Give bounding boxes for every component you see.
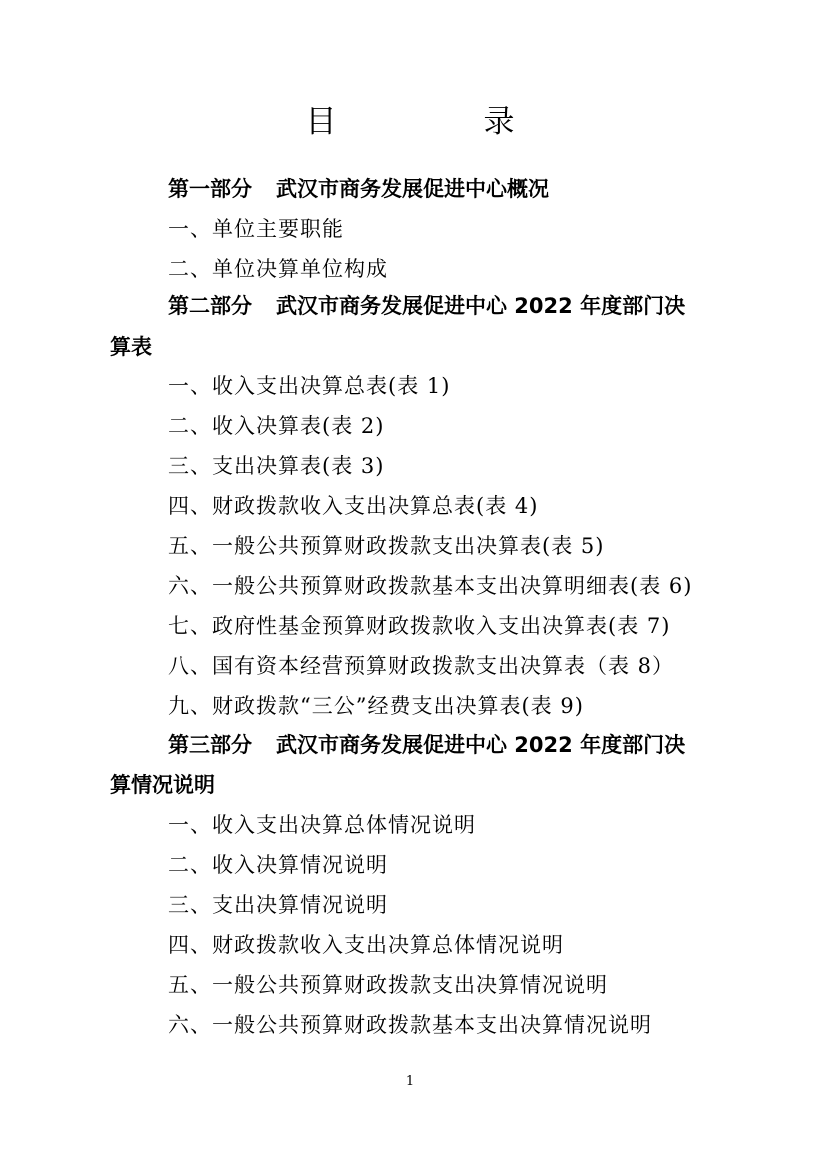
toc-item: 八、国有资本经营预算财政拨款支出决算表（表 8） <box>168 654 675 678</box>
toc-part-3-heading <box>168 729 685 761</box>
toc-part-2-heading <box>168 290 685 322</box>
toc-item: 四、财政拨款收入支出决算总表(表 4) <box>168 494 539 518</box>
toc-part-1-title: 武汉市商务发展促进中心概况 <box>276 177 549 201</box>
toc-item: 二、收入决算情况说明 <box>168 853 388 877</box>
toc-part-2-title: 武汉市商务发展促进中心 2022 年度部门决 <box>276 294 686 318</box>
toc-item: 二、单位决算单位构成 <box>168 257 388 281</box>
toc-item: 五、一般公共预算财政拨款支出决算表(表 5) <box>168 534 605 558</box>
toc-item: 四、财政拨款收入支出决算总体情况说明 <box>168 933 564 957</box>
toc-part-3-title-continued: 算情况说明 <box>110 773 215 797</box>
toc-item: 一、收入支出决算总表(表 1) <box>168 374 451 398</box>
toc-item: 二、收入决算表(表 2) <box>168 414 385 438</box>
page-number: 1 <box>405 1074 415 1089</box>
toc-item: 九、财政拨款“三公”经费支出决算表(表 9) <box>168 694 584 718</box>
toc-item: 七、政府性基金预算财政拨款收入支出决算表(表 7) <box>168 614 671 638</box>
toc-item: 三、支出决算表(表 3) <box>168 454 385 478</box>
toc-part-3-title: 武汉市商务发展促进中心 2022 年度部门决 <box>276 733 686 757</box>
toc-part-1-heading <box>168 173 549 205</box>
toc-item: 三、支出决算情况说明 <box>168 893 388 917</box>
toc-item: 六、一般公共预算财政拨款基本支出决算明细表(表 6) <box>168 574 693 598</box>
toc-item: 一、收入支出决算总体情况说明 <box>168 813 476 837</box>
toc-part-1-label: 第一部分 <box>168 177 252 201</box>
toc-part-3-label: 第三部分 <box>168 733 252 757</box>
toc-part-2-label: 第二部分 <box>168 294 252 318</box>
toc-item: 一、单位主要职能 <box>168 217 344 241</box>
toc-title: 目 录 <box>305 104 573 140</box>
toc-part-2-title-continued: 算表 <box>110 335 152 359</box>
toc-item: 六、一般公共预算财政拨款基本支出决算情况说明 <box>168 1013 652 1037</box>
toc-item: 五、一般公共预算财政拨款支出决算情况说明 <box>168 973 608 997</box>
